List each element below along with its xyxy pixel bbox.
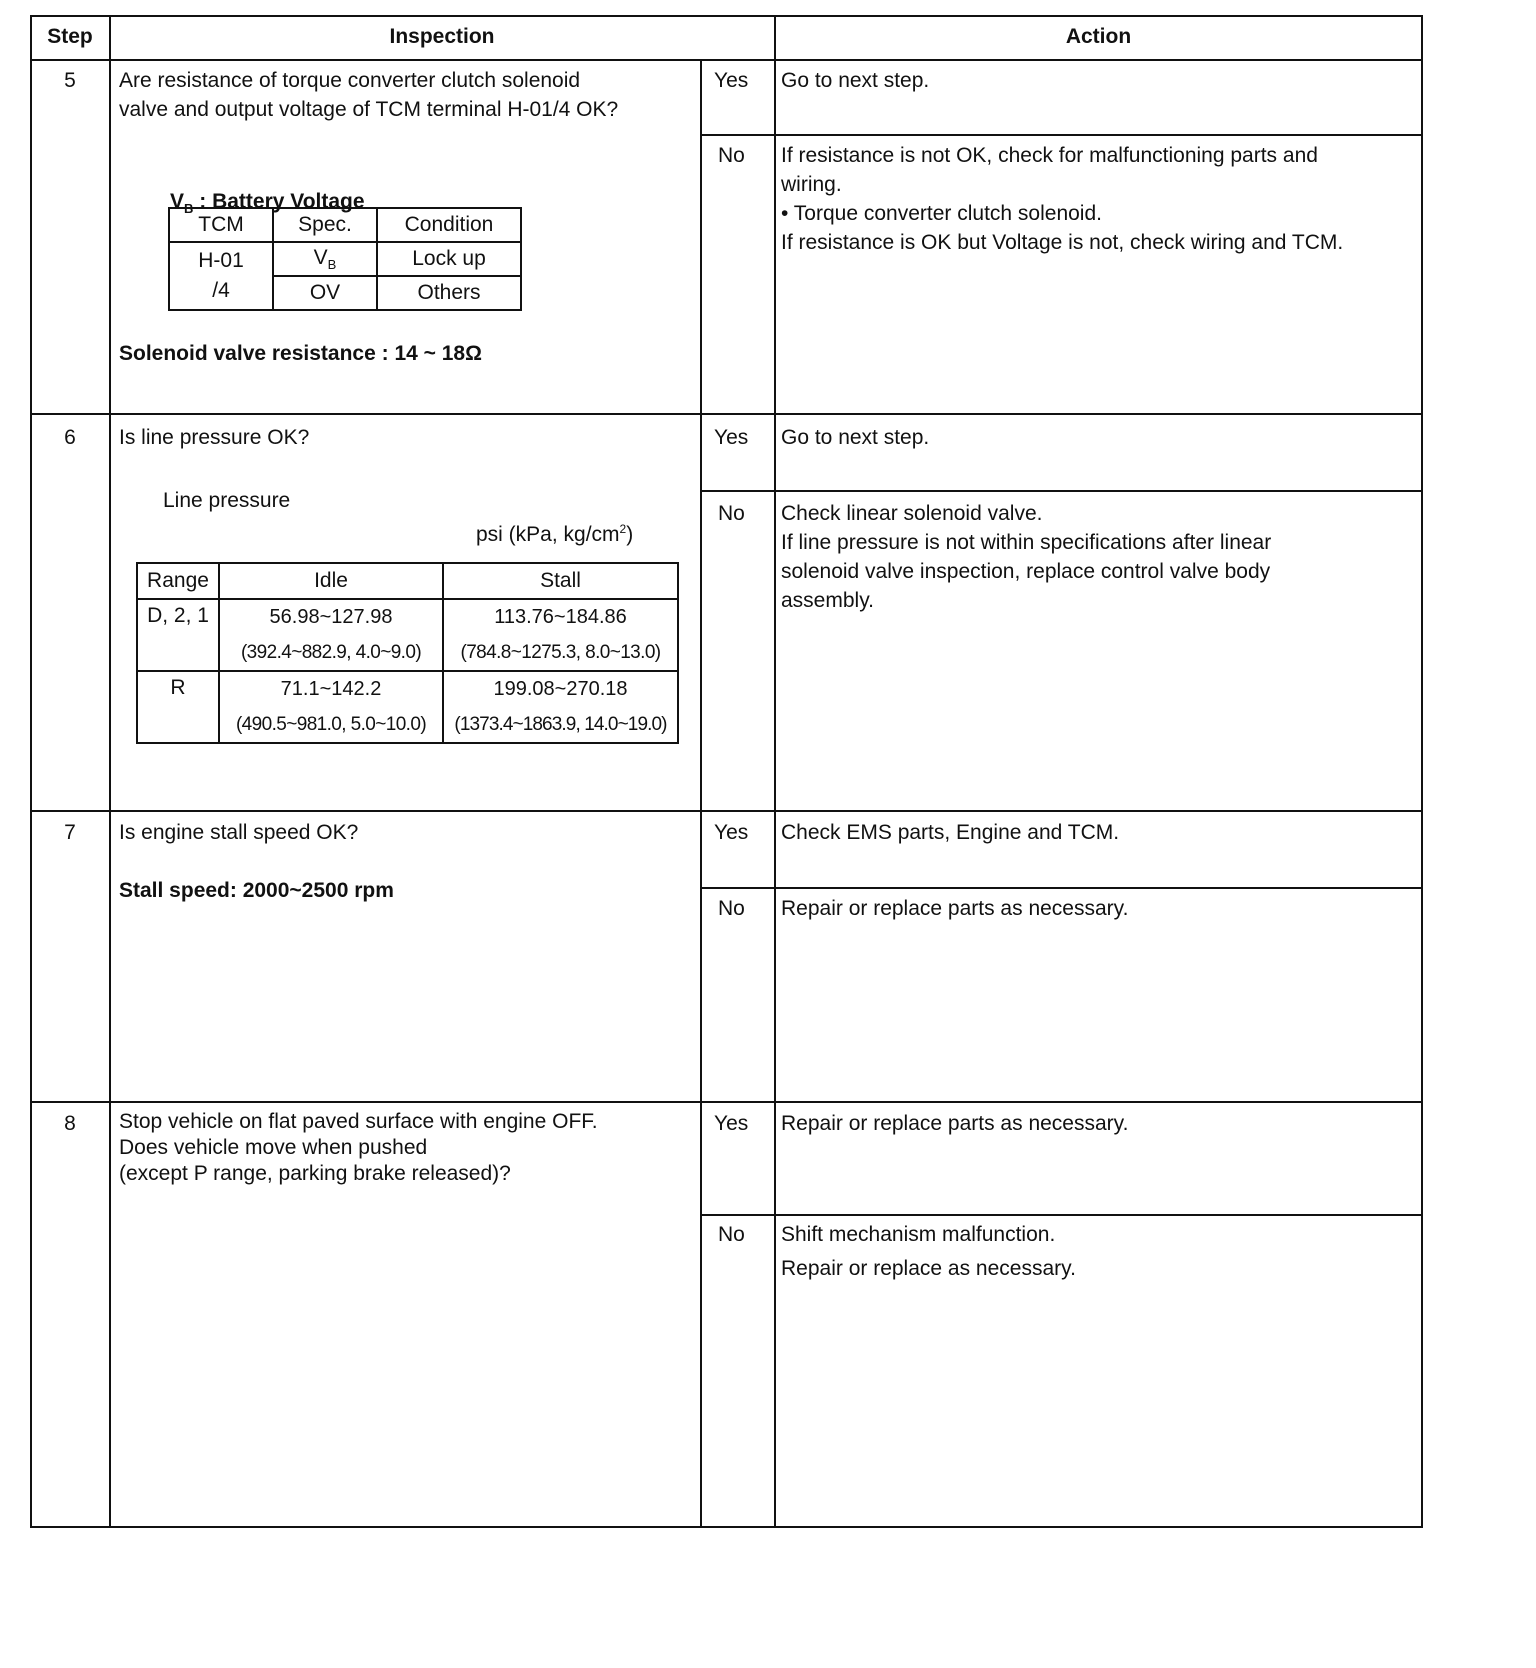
range-header: Range [137, 563, 219, 599]
range-value: R [137, 671, 219, 743]
yes-label: Yes [714, 69, 749, 92]
action-column-divider [774, 15, 776, 1528]
stall-speed-note: Stall speed: 2000~2500 rpm [119, 879, 394, 902]
step-column-divider [109, 15, 111, 1528]
stall-value-metric: (1373.4~1863.9, 14.0~19.0) [443, 707, 678, 743]
vb-text: : Battery Voltage [193, 190, 365, 213]
yesno-column-divider [700, 59, 702, 1528]
no-action: Check linear solenoid valve. If line pressure is not within specifications after linear solenoid valve inspection, replace control valve body assembly. [781, 502, 1272, 612]
idle-value: 71.1~142.2 [219, 671, 443, 707]
spec-value: OV [273, 276, 377, 310]
line-pressure-label: Line pressure [163, 489, 291, 512]
step-number: 7 [64, 821, 76, 844]
table-border-left [30, 15, 32, 1528]
header-step: Step [47, 25, 93, 48]
stall-header: Stall [443, 563, 678, 599]
line-pressure-table [136, 562, 679, 744]
condition-value: Lock up [377, 242, 521, 276]
no-label: No [718, 144, 745, 167]
yes-action: Go to next step. [781, 426, 930, 449]
header-inspection: Inspection [389, 25, 495, 48]
idle-value-metric: (392.4~882.9, 4.0~9.0) [219, 635, 443, 671]
yes-action: Repair or replace parts as necessary. [781, 1112, 1129, 1135]
table-border-right [1421, 15, 1423, 1528]
yes-action: Check EMS parts, Engine and TCM. [781, 821, 1120, 844]
step-number: 8 [64, 1112, 76, 1135]
row-divider-6 [30, 413, 1423, 415]
condition-value: Others [377, 276, 521, 310]
step-number: 5 [64, 69, 76, 92]
yesno-divider-5 [700, 134, 1423, 136]
no-label: No [718, 897, 745, 920]
no-action: Repair or replace parts as necessary. [781, 897, 1129, 920]
stall-value-metric: (784.8~1275.3, 8.0~13.0) [443, 635, 678, 671]
idle-value: 56.98~127.98 [219, 599, 443, 635]
condition-header: Condition [377, 208, 521, 242]
no-action: Repair or replace as necessary. [781, 1257, 1076, 1280]
header-divider [30, 59, 1423, 61]
yesno-divider-6 [700, 490, 1423, 492]
no-action: If resistance is not OK, check for malfunctioning parts and wiring. • Torque converter clutch solenoid. If resistance is OK but Voltage is not, check wiring and TCM. [781, 144, 1344, 254]
spec-header: Spec. [273, 208, 377, 242]
inspection-question: Is engine stall speed OK? [119, 821, 359, 844]
spec-value: $V_B$ [273, 242, 377, 276]
line-pressure-units: psi (kPa, $kg/cm^2$) [476, 522, 634, 546]
step-number: 6 [64, 426, 76, 449]
inspection-question: Are resistance of torque converter clutch solenoid valve and output voltage of TCM terminal H-01/4 OK? [119, 69, 619, 121]
yes-label: Yes [714, 1112, 749, 1135]
no-label: No [718, 502, 745, 525]
no-label: No [718, 1223, 745, 1246]
range-value: D, 2, 1 [137, 599, 219, 671]
row-divider-7 [30, 810, 1423, 812]
troubleshooting-table [30, 15, 1423, 1528]
idle-header: Idle [219, 563, 443, 599]
no-action: Shift mechanism malfunction. [781, 1223, 1056, 1246]
row-divider-8 [30, 1101, 1423, 1103]
inspection-question: Is line pressure OK? [119, 426, 310, 449]
header-action: Action [1065, 25, 1132, 48]
vb-symbol: V [170, 190, 185, 213]
yesno-divider-8 [700, 1214, 1423, 1216]
solenoid-resistance-note: Solenoid valve resistance : 14 ~ 18Ω [119, 342, 482, 365]
yesno-divider-7 [700, 887, 1423, 889]
tcm-header: TCM [169, 208, 273, 242]
tcm-spec-table [168, 207, 522, 311]
table-border-bottom [30, 1526, 1423, 1528]
stall-value: 113.76~184.86 [443, 599, 678, 635]
yes-label: Yes [714, 426, 749, 449]
inspection-question: Stop vehicle on flat paved surface with engine OFF. Does vehicle move when pushed (except P range, parking brake released)? [119, 1110, 598, 1185]
idle-value-metric: (490.5~981.0, 5.0~10.0) [219, 707, 443, 743]
stall-value: 199.08~270.18 [443, 671, 678, 707]
vb-subscript: B [184, 201, 194, 217]
tcm-terminal: H-01 /4 [169, 242, 273, 310]
yes-action: Go to next step. [781, 69, 930, 92]
yes-label: Yes [714, 821, 749, 844]
